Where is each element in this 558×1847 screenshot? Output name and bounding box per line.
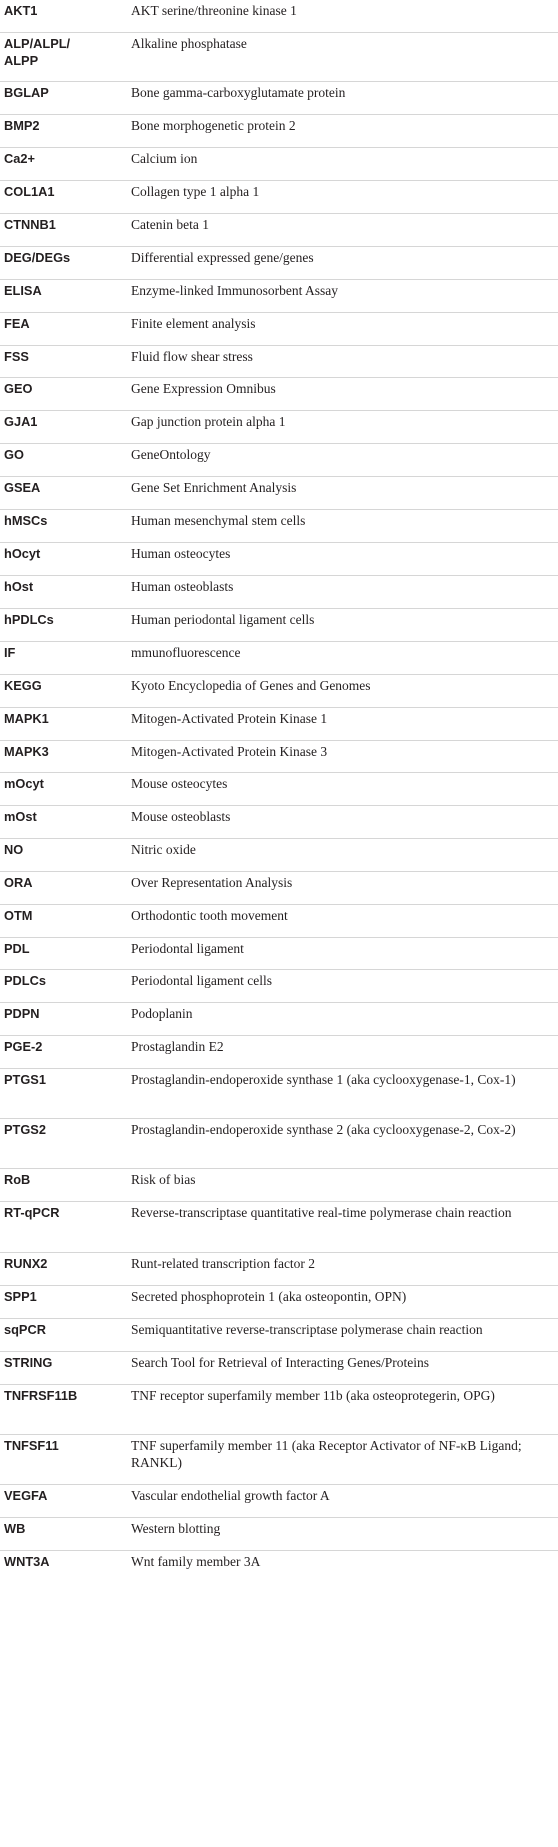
table-row <box>0 839 558 872</box>
abbreviation-definition: Bone gamma-carboxyglutamate protein <box>131 85 346 100</box>
abbreviation-term: OTM <box>4 908 33 923</box>
abbreviation-term: MAPK1 <box>4 711 49 726</box>
table-row <box>0 1352 558 1385</box>
abbreviation-term: GJA1 <box>4 414 38 429</box>
table-row <box>0 82 558 115</box>
abbreviation-definition: Reverse-transcriptase quantitative real-time polymerase chain reaction <box>131 1205 512 1220</box>
table-row <box>0 115 558 148</box>
abbreviation-definition: Wnt family member 3A <box>131 1554 261 1569</box>
abbreviation-term: SPP1 <box>4 1289 37 1304</box>
abbreviation-definition: Podoplanin <box>131 1006 193 1021</box>
table-row <box>0 970 558 1003</box>
abbreviation-term: PTGS1 <box>4 1072 46 1087</box>
table-row <box>0 1169 558 1202</box>
abbreviation-term: MAPK3 <box>4 744 49 759</box>
table-row <box>0 280 558 313</box>
abbreviation-definition: Western blotting <box>131 1521 221 1536</box>
table-row <box>0 1119 558 1169</box>
abbreviation-definition: Gene Set Enrichment Analysis <box>131 480 297 495</box>
table-row <box>0 1069 558 1119</box>
abbreviation-term: WB <box>4 1521 26 1536</box>
abbreviation-definition: TNF superfamily member 11 (aka Receptor Activator of NF-κB Ligand; RANKL) <box>131 1438 522 1470</box>
abbreviation-term: AKT1 <box>4 3 38 18</box>
table-row <box>0 675 558 708</box>
abbreviation-definition: Secreted phosphoprotein 1 (aka osteopontin, OPN) <box>131 1289 407 1304</box>
abbreviation-term: PDLCs <box>4 973 46 988</box>
abbreviation-term: FEA <box>4 316 30 331</box>
abbreviation-definition: Finite element analysis <box>131 316 256 331</box>
abbreviation-term: PTGS2 <box>4 1122 46 1137</box>
table-row <box>0 938 558 970</box>
table-row <box>0 576 558 609</box>
table-row <box>0 1385 558 1435</box>
table-row <box>0 148 558 181</box>
abbreviation-definition: GeneOntology <box>131 447 211 462</box>
abbreviation-term: STRING <box>4 1355 53 1370</box>
table-row <box>0 1036 558 1069</box>
abbreviation-definition: Prostaglandin-endoperoxide synthase 1 (aka cyclooxygenase-1, Cox-1) <box>131 1072 516 1087</box>
abbreviation-term: DEG/DEGs <box>4 250 71 265</box>
abbreviation-term: PGE-2 <box>4 1039 43 1054</box>
abbreviation-definition: Gap junction protein alpha 1 <box>131 414 286 429</box>
table-row <box>0 708 558 741</box>
abbreviation-definition: AKT serine/threonine kinase 1 <box>131 3 297 18</box>
table-row <box>0 510 558 543</box>
abbreviation-term: PDL <box>4 941 30 956</box>
table-row <box>0 1435 558 1485</box>
abbreviation-definition: Alkaline phosphatase <box>131 36 247 51</box>
table-row <box>0 1286 558 1319</box>
table-row <box>0 872 558 905</box>
abbreviation-term: PDPN <box>4 1006 40 1021</box>
table-row <box>0 1518 558 1551</box>
abbreviation-definition: Human periodontal ligament cells <box>131 612 315 627</box>
abbreviation-definition: Human osteocytes <box>131 546 231 561</box>
abbreviation-definition: Enzyme-linked Immunosorbent Assay <box>131 283 338 298</box>
table-row <box>0 741 558 773</box>
abbreviation-definition: Fluid flow shear stress <box>131 349 253 364</box>
abbreviation-term: Ca2+ <box>4 151 35 166</box>
table-row <box>0 0 558 33</box>
abbreviation-term: mOst <box>4 809 37 824</box>
abbreviation-term: FSS <box>4 349 29 364</box>
table-row <box>0 1202 558 1253</box>
table-row <box>0 1485 558 1518</box>
abbreviation-definition: Differential expressed gene/genes <box>131 250 314 265</box>
abbreviation-definition: Runt-related transcription factor 2 <box>131 1256 316 1271</box>
table-row <box>0 609 558 642</box>
abbreviation-term: TNFRSF11B <box>4 1388 78 1403</box>
abbreviation-term: NO <box>4 842 24 857</box>
table-row <box>0 1253 558 1286</box>
abbreviation-term: GSEA <box>4 480 41 495</box>
abbreviation-definition: Periodontal ligament <box>131 941 244 956</box>
table-row <box>0 477 558 510</box>
table-row <box>0 411 558 444</box>
abbreviation-term: hMSCs <box>4 513 48 528</box>
table-row <box>0 642 558 675</box>
abbreviation-definition: Mitogen-Activated Protein Kinase 1 <box>131 711 328 726</box>
table-row <box>0 543 558 576</box>
abbreviation-definition: mmunofluorescence <box>131 645 241 660</box>
abbreviation-definition: Search Tool for Retrieval of Interacting Genes/Proteins <box>131 1355 429 1370</box>
abbreviation-term: sqPCR <box>4 1322 46 1337</box>
abbreviation-definition: Human osteoblasts <box>131 579 234 594</box>
abbreviation-definition: Mitogen-Activated Protein Kinase 3 <box>131 744 328 759</box>
abbreviation-term: IF <box>4 645 16 660</box>
abbreviation-term: ALP/ALPL/ ALPP <box>4 36 71 68</box>
abbreviation-term: mOcyt <box>4 776 44 791</box>
abbreviation-term: BMP2 <box>4 118 40 133</box>
table-row <box>0 33 558 82</box>
abbreviation-term: WNT3A <box>4 1554 50 1569</box>
abbreviation-definition: Mouse osteocytes <box>131 776 228 791</box>
abbreviation-term: CTNNB1 <box>4 217 56 232</box>
abbreviation-term: COL1A1 <box>4 184 55 199</box>
abbreviation-definition: Orthodontic tooth movement <box>131 908 288 923</box>
abbreviation-definition: Periodontal ligament cells <box>131 973 272 988</box>
abbreviation-term: KEGG <box>4 678 42 693</box>
abbreviation-definition: Risk of bias <box>131 1172 196 1187</box>
abbreviation-term: GEO <box>4 381 33 396</box>
table-row <box>0 773 558 806</box>
abbreviation-definition: Kyoto Encyclopedia of Genes and Genomes <box>131 678 371 693</box>
abbreviation-definition: Gene Expression Omnibus <box>131 381 276 396</box>
abbreviation-definition: Prostaglandin E2 <box>131 1039 224 1054</box>
abbreviation-definition: Nitric oxide <box>131 842 196 857</box>
abbreviation-definition: Bone morphogenetic protein 2 <box>131 118 296 133</box>
abbreviation-definition: Calcium ion <box>131 151 198 166</box>
table-row <box>0 378 558 411</box>
abbreviation-term: RT-qPCR <box>4 1205 60 1220</box>
abbreviation-term: GO <box>4 447 24 462</box>
abbreviation-definition: Over Representation Analysis <box>131 875 293 890</box>
abbreviation-definition: Catenin beta 1 <box>131 217 209 232</box>
table-row <box>0 313 558 346</box>
table-row <box>0 1551 558 1584</box>
table-row <box>0 905 558 938</box>
table-row <box>0 346 558 378</box>
abbreviation-definition: Human mesenchymal stem cells <box>131 513 306 528</box>
table-row <box>0 247 558 280</box>
abbreviation-term: ELISA <box>4 283 42 298</box>
abbreviation-term: VEGFA <box>4 1488 48 1503</box>
abbreviation-definition: Prostaglandin-endoperoxide synthase 2 (aka cyclooxygenase-2, Cox-2) <box>131 1122 516 1137</box>
abbreviation-term: hOst <box>4 579 34 594</box>
abbreviation-definition: Mouse osteoblasts <box>131 809 231 824</box>
abbreviation-term: BGLAP <box>4 85 49 100</box>
abbreviation-definition: TNF receptor superfamily member 11b (aka osteoprotegerin, OPG) <box>131 1388 495 1403</box>
abbreviation-definition: Vascular endothelial growth factor A <box>131 1488 330 1503</box>
abbreviation-term: hOcyt <box>4 546 41 561</box>
abbreviation-definition: Semiquantitative reverse-transcriptase polymerase chain reaction <box>131 1322 483 1337</box>
abbreviation-definition: Collagen type 1 alpha 1 <box>131 184 260 199</box>
table-row <box>0 214 558 247</box>
abbreviation-term: hPDLCs <box>4 612 54 627</box>
abbreviation-term: TNFSF11 <box>4 1438 59 1453</box>
abbreviation-term: RUNX2 <box>4 1256 48 1271</box>
table-row <box>0 181 558 214</box>
abbreviation-term: ORA <box>4 875 33 890</box>
table-row <box>0 444 558 477</box>
abbreviation-term: RoB <box>4 1172 31 1187</box>
table-row <box>0 1003 558 1036</box>
table-row <box>0 1319 558 1352</box>
table-row <box>0 806 558 839</box>
